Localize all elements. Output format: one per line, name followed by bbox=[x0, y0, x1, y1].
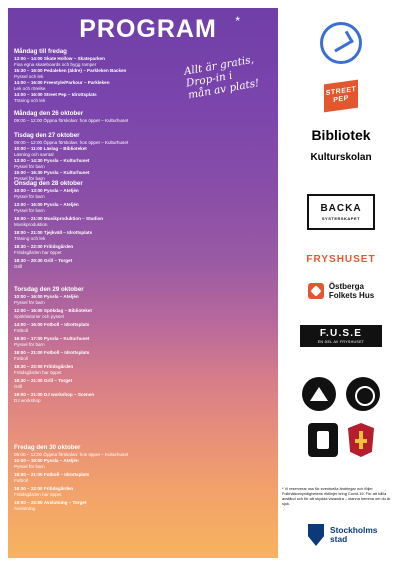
event-desc: Träning och lek bbox=[14, 236, 46, 241]
day-block bbox=[14, 286, 272, 403]
event-desc: Fotboll bbox=[14, 328, 28, 333]
event-title: Grill – Torget bbox=[43, 258, 73, 263]
circle-logo-icon bbox=[346, 377, 380, 411]
event bbox=[14, 308, 272, 320]
event-time: 18:00 – 21:00 bbox=[14, 472, 43, 477]
event-desc: DJ workshop bbox=[14, 398, 41, 403]
fuse-logo bbox=[282, 322, 400, 350]
event-time: 16:00 – 17:00 bbox=[14, 336, 43, 341]
event-desc: Fritidsgården har öppet bbox=[14, 250, 62, 255]
event-desc: Läsning och samtal bbox=[14, 152, 54, 157]
program-title: PROGRAM bbox=[79, 15, 217, 43]
event-title: Fritidsgården bbox=[43, 486, 74, 491]
day-subtitle: 09:00 – 12:00 Öppna förskolan: hos öppet – Kulturhuset bbox=[14, 140, 129, 145]
event-desc: Spökhistorier och pyssel bbox=[14, 314, 64, 319]
event-time: 10:00 – 16:00 bbox=[14, 294, 43, 299]
event-time: 18:30 – 22:00 bbox=[14, 364, 43, 369]
event-title: Skate Hollow – Skateparken bbox=[43, 56, 105, 61]
day-block bbox=[14, 444, 272, 511]
program-title-star: * bbox=[235, 14, 240, 28]
event-title: Spökdag – Biblioteket bbox=[43, 308, 92, 313]
event bbox=[14, 230, 272, 242]
stockholm-line1: Stockholms bbox=[330, 525, 378, 535]
event-desc: Pyssel och lek bbox=[14, 74, 44, 79]
stockholm-line2: stad bbox=[330, 534, 348, 544]
event-time: 18:30 – 20:30 bbox=[14, 258, 43, 263]
event-time: 19:00 – 22:00 bbox=[14, 500, 43, 505]
event-title: Fritidsgården bbox=[43, 364, 74, 369]
event-title: Pyssla – Ateljén bbox=[43, 294, 79, 299]
event-desc: Grill bbox=[14, 264, 23, 269]
day-title: Måndag den 26 oktober bbox=[14, 110, 84, 117]
event-desc: Pyssel för barn bbox=[14, 208, 45, 213]
event-time: 18:30 – 22:00 bbox=[14, 486, 43, 491]
footnote: * Vi reserverar oss för eventuella ändringar och följer Folkhälsomyndighetens riktlinjer kring Covid-19. För att hålla avstånd och för att skydda varandra – stanna hemma om du är sjuk. bbox=[282, 486, 391, 506]
fryshuset-logo bbox=[282, 250, 400, 268]
bibliotek-label bbox=[282, 126, 400, 144]
event bbox=[14, 458, 272, 470]
event-title: Pyssla – Kulturhuset bbox=[43, 158, 90, 163]
kulturskolan-text: Kulturskolan bbox=[310, 152, 372, 163]
event-time: 14:00 – 16:00 bbox=[14, 322, 43, 327]
sports-logos-row bbox=[282, 418, 400, 462]
fuse-line2: EN DEL AV FRYSHUSET bbox=[317, 340, 365, 344]
event-time: 12:00 – 16:00 bbox=[14, 308, 43, 313]
day-title: Torsdag den 29 oktober bbox=[14, 286, 84, 293]
streetpep-badge bbox=[324, 80, 358, 113]
free-dropin-note-text: Allt är gratis, Drop-in i mån av plats! bbox=[183, 53, 261, 102]
event bbox=[14, 392, 272, 404]
event-time: 10:00 – 11:00 bbox=[14, 146, 43, 151]
event-desc: Fritidsgården har öppet bbox=[14, 370, 62, 375]
day-block bbox=[14, 132, 272, 181]
library-icon bbox=[320, 22, 362, 64]
day-block bbox=[14, 110, 272, 124]
program-panel bbox=[8, 8, 278, 558]
event-time: 13:00 – 14:30 bbox=[14, 158, 43, 163]
fuse-line1: F.U.S.E bbox=[319, 328, 363, 339]
event-desc: Pyssel för barn bbox=[14, 176, 45, 181]
event-title: Fritidsgården bbox=[43, 244, 74, 249]
event bbox=[14, 80, 272, 92]
event-title: Fotboll – Idrottsplats bbox=[43, 350, 90, 355]
event bbox=[14, 158, 272, 170]
ostberga-icon bbox=[308, 283, 324, 299]
streetpep-line1: STREET bbox=[325, 85, 357, 98]
event-title: Pedaleken (äldre) – Parkleken Backen bbox=[43, 68, 127, 73]
event-title: Pyssla – Ateljén bbox=[43, 458, 79, 463]
event-title: Freestyle/Parkour – Parkleken bbox=[43, 80, 110, 85]
event-desc: Avslutning bbox=[14, 506, 36, 511]
ostberga-line2: Folkets Hus bbox=[328, 291, 375, 300]
event bbox=[14, 486, 272, 498]
event-desc: Pyssel för barn bbox=[14, 342, 45, 347]
streetpep-line2: PEP bbox=[333, 94, 349, 105]
partners-column bbox=[282, 0, 400, 566]
ostberga-logo bbox=[282, 276, 400, 306]
day-subtitle: 09:00 – 12:00 Öppna förskolan: hos öppet – Kulturhuset bbox=[14, 452, 129, 457]
event bbox=[14, 350, 272, 362]
ostberga-line1: Östberga bbox=[328, 282, 364, 291]
backa-logo bbox=[282, 192, 400, 232]
program-title-wrap bbox=[38, 14, 258, 44]
event-desc: Fixa egna skateboards och bygg ramper bbox=[14, 62, 97, 67]
fuse-badge bbox=[300, 325, 382, 347]
event-time: 18:30 – 21:00 bbox=[14, 378, 43, 383]
shield-icon bbox=[348, 423, 374, 457]
hand-icon bbox=[308, 423, 338, 457]
event-time: 19:00 – 21:00 bbox=[14, 392, 43, 397]
event-title: Street Pep – Idrottsplats bbox=[43, 92, 97, 97]
event bbox=[14, 378, 272, 390]
event-desc: Grill bbox=[14, 384, 23, 389]
event-time: 14:00 – 16:00 bbox=[14, 92, 43, 97]
event-desc: Träning och lek bbox=[14, 98, 46, 103]
event-time: 13:00 – 16:00 bbox=[14, 202, 43, 207]
event-title: Pyssla – Kulturhuset bbox=[43, 336, 90, 341]
backa-line1: BACKA bbox=[320, 203, 362, 214]
day-title: Tisdag den 27 oktober bbox=[14, 132, 80, 139]
ostberga-text bbox=[329, 282, 374, 300]
event-desc: Fotboll bbox=[14, 356, 28, 361]
event-desc: Pyssel för barn bbox=[14, 194, 45, 199]
stockholm-logo bbox=[308, 520, 394, 550]
event-time: 10:00 – 16:00 bbox=[14, 458, 43, 463]
event-time: 18:30 – 22:00 bbox=[14, 244, 43, 249]
skate-icon bbox=[302, 377, 336, 411]
library-logo bbox=[282, 20, 400, 66]
event-desc: Pyssel för barn bbox=[14, 300, 45, 305]
event-title: Avslutning – Torget bbox=[43, 500, 87, 505]
event-desc: Fotboll bbox=[14, 478, 28, 483]
event-time: 13:00 – 14:00 bbox=[14, 56, 43, 61]
event-title: Pyssla – Ateljén bbox=[43, 202, 79, 207]
event bbox=[14, 244, 272, 256]
event-desc: Pyssel för barn bbox=[14, 464, 45, 469]
event-time: 15:00 – 16:30 bbox=[14, 170, 43, 175]
backa-badge bbox=[307, 194, 375, 230]
event bbox=[14, 68, 272, 80]
fryshuset-text: FRYSHUSET bbox=[306, 253, 376, 265]
event-time: 16:00 – 21:00 bbox=[14, 216, 43, 221]
event-title: DJ workshop – Scenen bbox=[43, 392, 95, 397]
event-time: 18:00 – 21:00 bbox=[14, 350, 43, 355]
event-title: Pyssla – Ateljén bbox=[43, 188, 79, 193]
event-title: Läslag – Biblioteket bbox=[43, 146, 87, 151]
event bbox=[14, 472, 272, 484]
stockholm-text bbox=[330, 526, 377, 544]
backa-line2: SYSTERSKAPET bbox=[321, 216, 361, 221]
day-subtitle: 09:00 – 12:00 Öppna förskolan: hos öppet – Kulturhuset bbox=[14, 118, 129, 123]
event-title: Fotboll – Idrottsplats bbox=[43, 322, 90, 327]
event bbox=[14, 322, 272, 334]
event-time: 14:00 – 16:00 bbox=[14, 80, 43, 85]
event bbox=[14, 146, 272, 158]
ostberga-badge bbox=[308, 282, 374, 300]
event bbox=[14, 216, 272, 228]
event-title: Fotboll – Idrottsplats bbox=[43, 472, 90, 477]
crown-icon bbox=[308, 524, 324, 546]
event-desc: Lek och rörelse bbox=[14, 86, 46, 91]
event-desc: Pyssel för barn bbox=[14, 164, 45, 169]
event bbox=[14, 92, 272, 104]
community-logos-row bbox=[282, 372, 400, 416]
schedule bbox=[14, 48, 272, 553]
event bbox=[14, 202, 272, 214]
sports-logos bbox=[308, 423, 374, 457]
event bbox=[14, 336, 272, 348]
event bbox=[14, 258, 272, 270]
event-time: 18:00 – 21:00 bbox=[14, 230, 43, 235]
event-title: Tjejkväll – Idrottsplats bbox=[43, 230, 93, 235]
event-desc: Musikproduktion bbox=[14, 222, 48, 227]
event bbox=[14, 364, 272, 376]
event-time: 10:00 – 13:00 bbox=[14, 188, 43, 193]
day-title: Onsdag den 28 oktober bbox=[14, 180, 83, 187]
day-title: Fredag den 30 oktober bbox=[14, 444, 81, 451]
event-title: Musikproduktion – Studion bbox=[43, 216, 104, 221]
event bbox=[14, 294, 272, 306]
community-circles bbox=[302, 377, 380, 411]
day-block bbox=[14, 180, 272, 269]
event bbox=[14, 56, 272, 68]
event-desc: Fritidsgården har öppet bbox=[14, 492, 62, 497]
day-title: Måndag till fredag bbox=[14, 48, 67, 55]
event-title: Grill – Torget bbox=[43, 378, 73, 383]
event bbox=[14, 188, 272, 200]
bibliotek-text: Bibliotek bbox=[311, 127, 371, 143]
event bbox=[14, 500, 272, 512]
event-title: Pyssla – Kulturhuset bbox=[43, 170, 90, 175]
kulturskolan-label bbox=[282, 150, 400, 166]
streetpep-logo bbox=[282, 74, 400, 118]
event-time: 15:30 – 16:00 bbox=[14, 68, 43, 73]
